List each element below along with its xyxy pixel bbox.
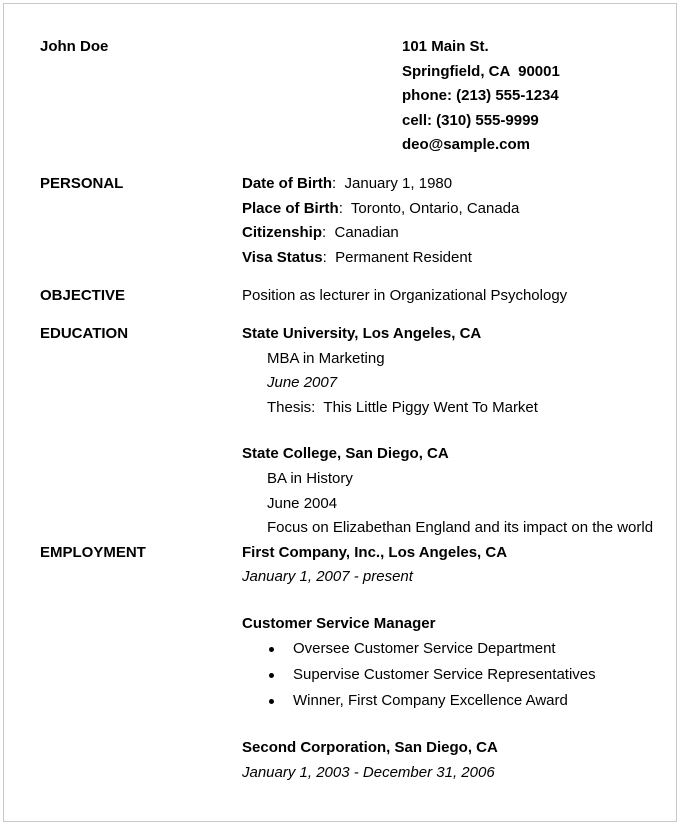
- section-objective: [40, 284, 656, 309]
- section-employment: [40, 541, 656, 786]
- objective-text: Position as lecturer in Organizational Psychology: [242, 287, 568, 305]
- contact-block: [402, 35, 560, 158]
- school-name: State College, San Diego, CA: [242, 445, 449, 463]
- bullet-dot: [269, 647, 274, 652]
- section-personal: [40, 172, 656, 270]
- address-line-1: 101 Main St.: [402, 38, 489, 55]
- employment-entry: [242, 541, 656, 590]
- graduation-date: June 2007: [267, 374, 338, 392]
- employment-entry: [242, 736, 656, 785]
- bullet-item: Oversee Customer Service Department: [242, 636, 656, 662]
- resume-page: [3, 3, 677, 822]
- header: [40, 35, 656, 158]
- section-heading-personal: PERSONAL: [40, 174, 124, 192]
- education-note: Focus on Elizabethan England and its impact on the world: [267, 519, 654, 537]
- job-title: Customer Service Manager: [242, 614, 436, 632]
- graduation-date: June 2004: [267, 494, 338, 512]
- email-line: deo@sample.com: [402, 136, 530, 154]
- section-heading-objective: OBJECTIVE: [40, 287, 126, 305]
- bullet-dot: [269, 673, 274, 678]
- bullet-item: Supervise Customer Service Representatives: [242, 662, 656, 688]
- education-entries: [242, 322, 656, 541]
- section-heading-education: EDUCATION: [40, 324, 129, 342]
- employment-dates: January 1, 2007 - present: [242, 568, 413, 586]
- education-note: Thesis: This Little Piggy Went To Market: [267, 398, 538, 416]
- company-name: Second Corporation, San Diego, CA: [242, 739, 498, 757]
- phone-line: phone: (213) 555-1234: [402, 87, 559, 105]
- personal-fields: [242, 172, 656, 270]
- personal-field-visa: Visa Status: Permanent Resident: [242, 248, 472, 266]
- personal-field-citizenship: Citizenship: Canadian: [242, 224, 399, 242]
- degree: BA in History: [267, 469, 353, 487]
- employment-dates: January 1, 2003 - December 31, 2006: [242, 764, 495, 782]
- education-entry: [242, 322, 656, 420]
- applicant-name: John Doe: [40, 38, 109, 55]
- section-heading-employment: EMPLOYMENT: [40, 543, 146, 561]
- bullet-dot: [269, 699, 274, 704]
- personal-field-pob: Place of Birth: Toronto, Ontario, Canada: [242, 199, 520, 217]
- degree: MBA in Marketing: [267, 349, 385, 367]
- education-entry: [242, 442, 656, 540]
- bullet-item: Winner, First Company Excellence Award: [242, 688, 656, 714]
- address-line-2: Springfield, CA 90001: [402, 62, 560, 80]
- employment-entries: [242, 541, 656, 786]
- section-education: [40, 322, 656, 541]
- personal-field-dob: Date of Birth: January 1, 1980: [242, 174, 453, 192]
- cell-line: cell: (310) 555-9999: [402, 111, 539, 129]
- job-duties-list: [242, 636, 656, 714]
- company-name: First Company, Inc., Los Angeles, CA: [242, 543, 508, 561]
- job-role: [242, 612, 656, 715]
- school-name: State University, Los Angeles, CA: [242, 324, 482, 342]
